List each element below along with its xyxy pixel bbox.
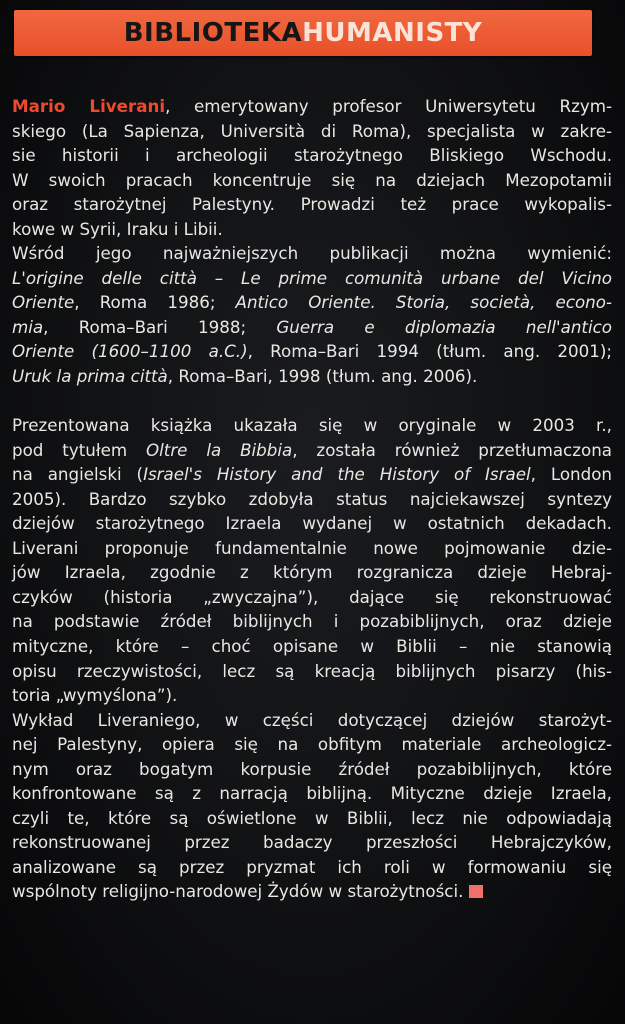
about-line: czyków (historia „zwyczajna”), dające się rekonstruować [12,586,612,607]
bio-line: , emerytowany profesor Uniwersytetu Rzym- [165,96,612,116]
banner-part1: BIBLIOTEKA [123,18,303,48]
publication-title: Antico Oriente. Storia, società, econo- [235,292,612,313]
bio-line: W swoich pracach koncentruje się na dziejach Mezopotamii [12,169,612,190]
lecture-line: analizowane są przez pryzmat ich roli w formowaniu się [12,856,612,877]
publication-title: mia [12,316,44,337]
lecture-line: czyli te, które są oświetlone w Biblii, lecz nie odpowiadają [12,807,612,828]
end-mark-square [469,885,483,898]
about-line: opisu rzeczywistości, lecz są kreacją biblijnych pisarzy (his- [12,660,612,681]
bio-line: oraz starożytnej Palestyny. Prowadzi też prace wykopalis- [12,194,612,215]
lecture-line: konfrontowane są z narracją biblijną. Mityczne dzieje Izraela, [12,783,612,804]
about-line: jów Izraela, zgodnie z którym rozgranicza dzieje Hebraj- [12,562,612,583]
about-line: toria „wymyślona”). [12,685,178,706]
bio-line: kowe w Syrii, Iraku i Libii. [12,218,223,239]
publications: Wśród jego najważniejszych publikacji można wymienić: L'origine delle città – Le prime comunità urbane del Vicino Oriente, Roma 1986; Antico Oriente. Storia, società, econo- mia, Roma–Bari 1988; Guerra e diplomazia nell'antico Oriente (1600–1100 a.C.), Roma–Bari 1994 (tłum. ang. 2001); Uruk la prima città, Roma–Bari, 1998 (tłum. ang. 2006). [12,243,612,387]
about-book: Prezentowana książka ukazała się w oryginale w 2003 r., pod tytułem Oltre la Bibbia, została również przetłumaczona na angielski (Israel's History and the History of Israel, London 2005). Bardzo szybko zdobyła status najciekawszej syntezy dziejów starożytnego Izraela wydanej w ostatnich dekadach. Liverani proponuje fundamentalnie nowe pojmowanie dzie- jów Izraela, zgodnie z którym rozgranicza dzieje Hebraj- czyków (historia „zwyczajna”), dające się rekonstruować na podstawie źródeł biblijnych i pozabiblijnych, oraz dzieje mityczne, które – choć opisane w Biblii – nie stanowią opisu rzeczywistości, lecz są kreacją biblijnych pisarzy (his- toria „wymyślona”). [12,413,612,708]
lecture-description [12,708,612,904]
banner-part2: HUMANISTY [302,18,483,48]
author-name: Mario Liverani [12,96,166,116]
about-line: dziejów starożytnego Izraela wydanej w ostatnich dekadach. [12,513,612,534]
publication-title: Uruk la prima città [12,366,168,387]
about-line: 2005). Bardzo szybko zdobyła status najciekawszej syntezy [12,488,612,509]
english-title: Israel's History and the History of Israel [143,464,531,485]
publication-title: L'origine delle città – Le prime comunità urbane del Vicino [12,267,612,288]
about-line: Liverani proponuje fundamentalnie nowe pojmowanie dzie- [12,537,612,558]
lecture-line: rekonstruowanej przez badaczy przeszłości Hebrajczyków, [12,832,612,853]
bio-line: sie historii i archeologii starożytnego Bliskiego Wschodu. [12,145,612,166]
lecture-line: nej Palestyny, opiera się na obfitym materiale archeologicz- [12,734,612,755]
series-banner [14,10,592,56]
publications-line: Wśród jego najważniejszych publikacji można wymienić: [12,243,612,264]
publication-title: Oriente [12,292,75,313]
lecture-line: wspólnoty religijno-narodowej Żydów w starożytności. [12,881,464,902]
blurb-text [12,94,612,904]
author-bio [12,94,612,241]
lecture-line: nym oraz bogatym korpusie źródeł pozabiblijnych, które [12,758,612,779]
about-line: na podstawie źródeł biblijnych i pozabiblijnych, oraz dzieje [12,611,612,632]
publication-title: Guerra e diplomazia nell'antico [276,316,612,337]
about-line: mityczne, które – choć opisane w Biblii – nie stanowią [12,635,612,656]
lecture-line: Wykład Liveraniego, w części dotyczącej dziejów starożyt- [12,709,612,730]
about-line: Prezentowana książka ukazała się w oryginale w 2003 r., [12,415,612,436]
publication-title: Oriente (1600–1100 a.C.) [12,341,248,362]
paragraph-gap [12,389,612,414]
bio-line: skiego (La Sapienza, Università di Roma), specjalista w zakre- [12,120,612,141]
original-title: Oltre la Bibbia [146,439,293,460]
